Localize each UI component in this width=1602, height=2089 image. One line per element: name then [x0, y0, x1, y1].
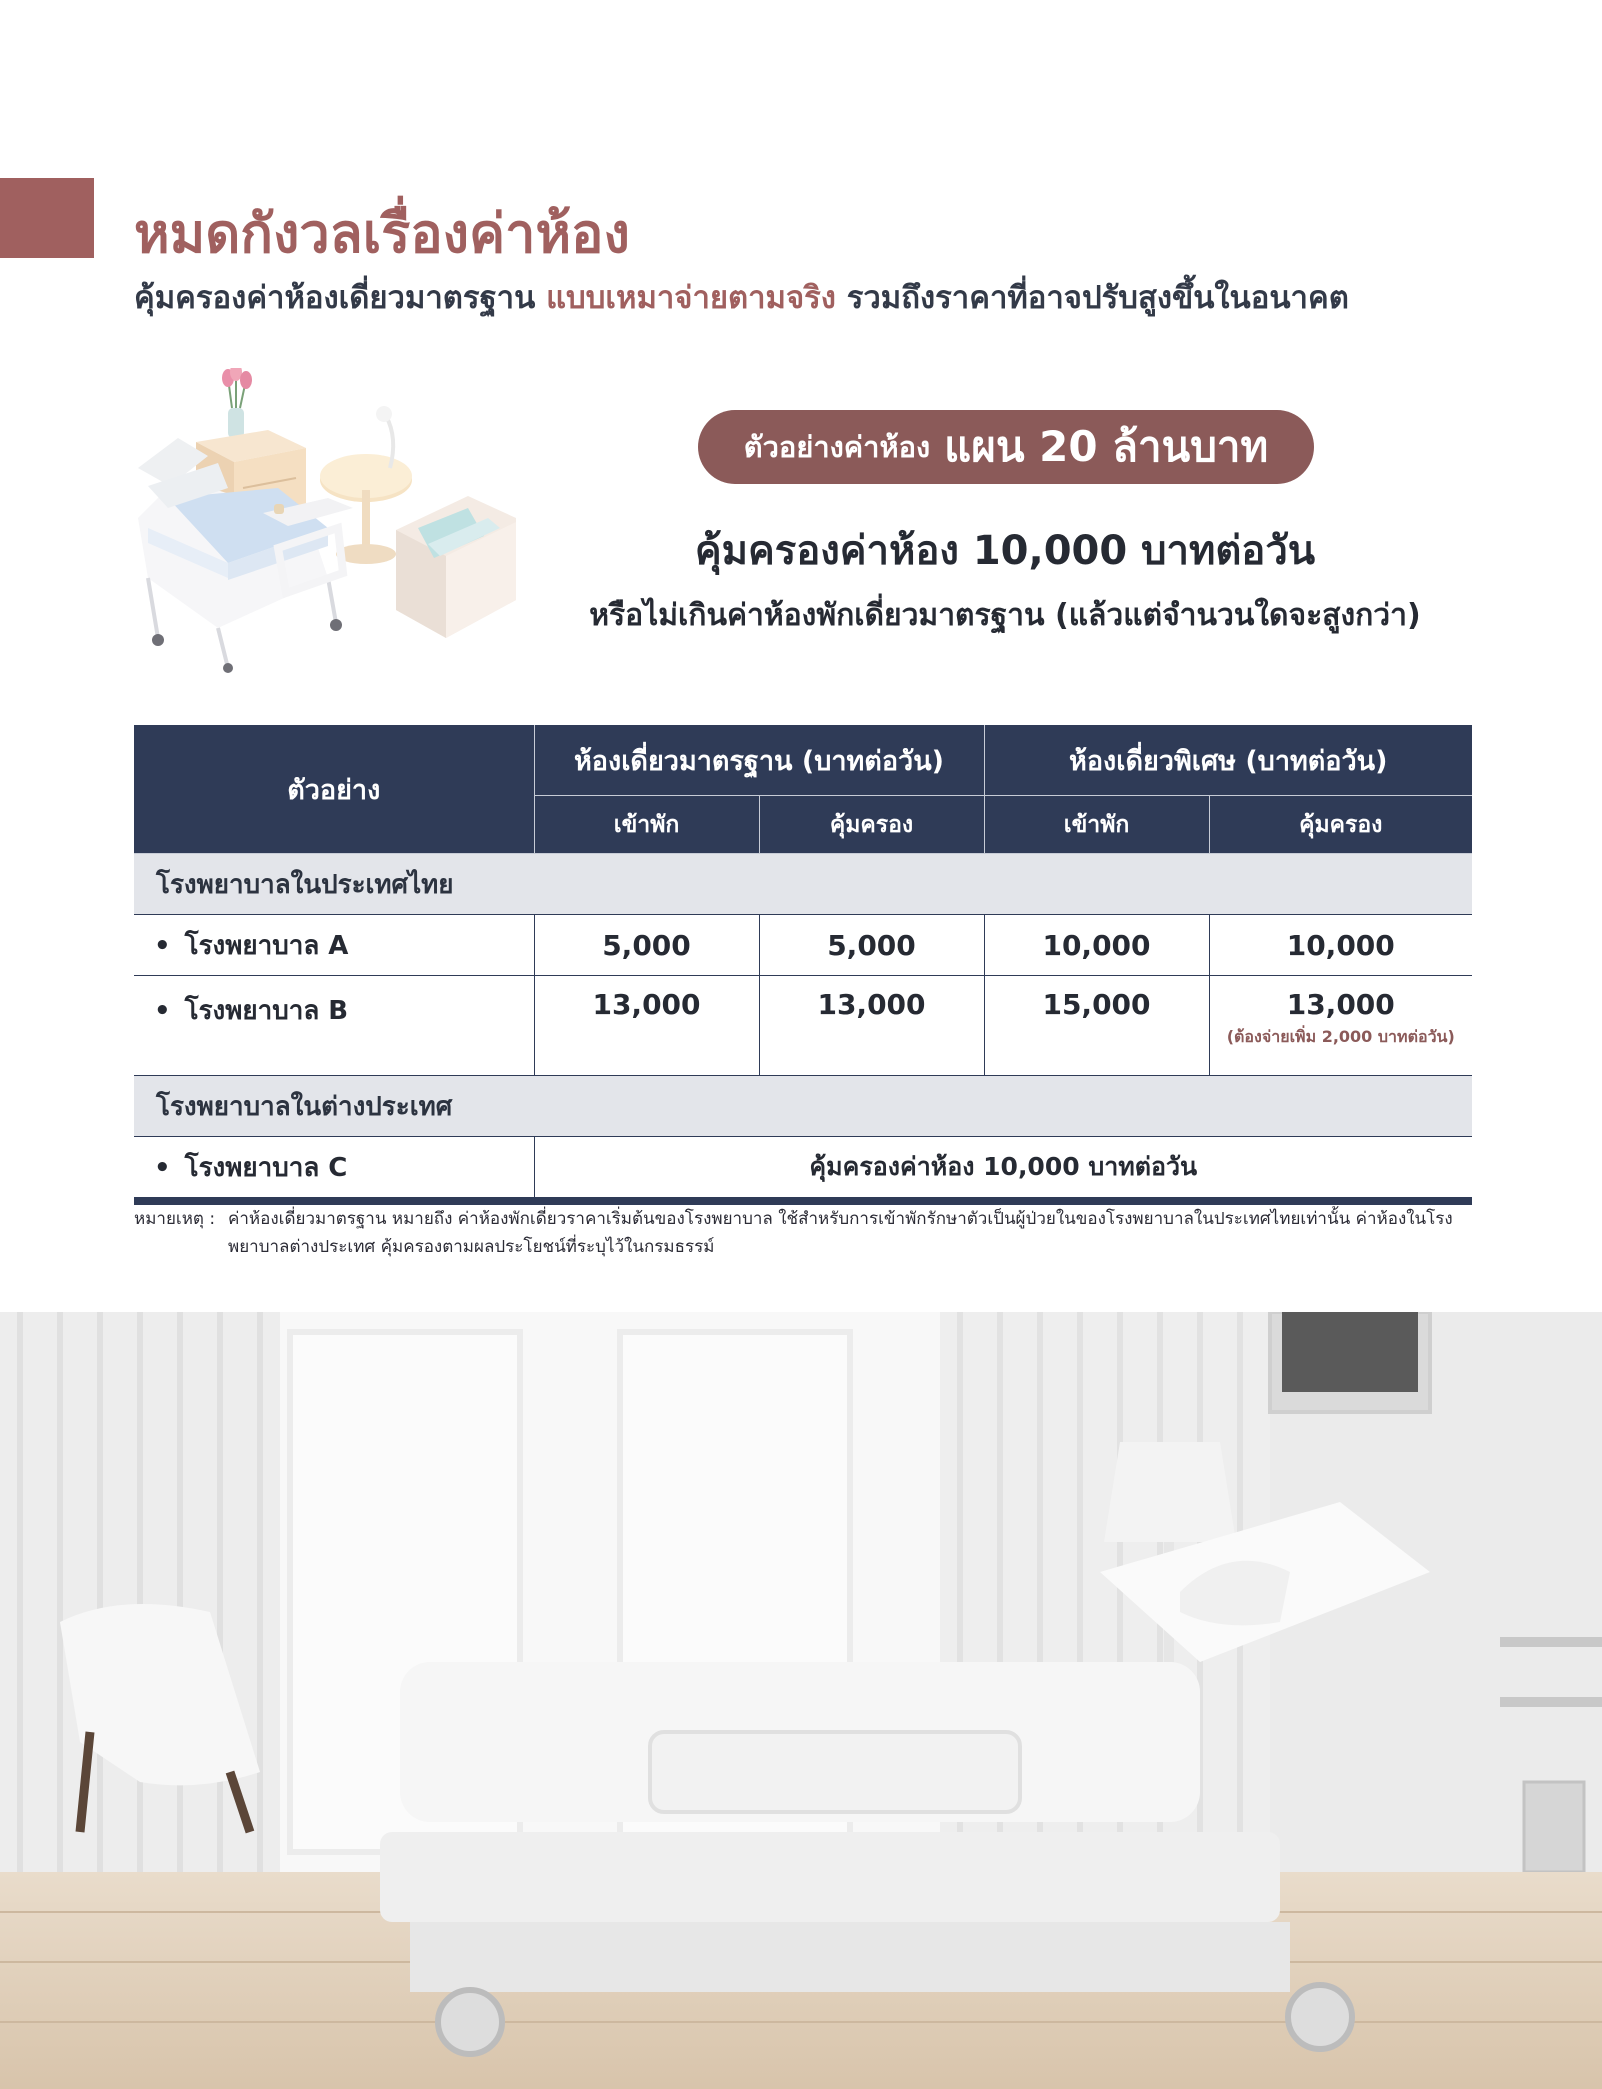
header-standard-room: ห้องเดี่ยวมาตรฐาน (บาทต่อวัน) — [534, 725, 984, 796]
row-name-cell — [134, 915, 534, 976]
table-row-hospital-a — [134, 915, 1472, 976]
group-label-thailand: โรงพยาบาลในประเทศไทย — [134, 854, 1472, 915]
row-name: โรงพยาบาล C — [184, 1152, 348, 1183]
room-furniture-illustration — [128, 368, 528, 673]
plan-label-small: ตัวอย่างค่าห้อง — [743, 430, 931, 464]
row-name: โรงพยาบาล B — [184, 996, 349, 1026]
footnote-label: หมายเหตุ : — [134, 1209, 216, 1229]
table-row-hospital-b — [134, 976, 1472, 1076]
coverage-subline: หรือไม่เกินค่าห้องพักเดี่ยวมาตรฐาน (แล้วแต่จำนวนใดจะสูงกว่า) — [589, 598, 1421, 633]
footnote-text: ค่าห้องเดี่ยวมาตรฐาน หมายถึง ค่าห้องพักเดี่ยวราคาเริ่มต้นของโรงพยาบาล ใช้สำหรับการเข้าพักรักษาตัวเป็นผู้ป่วยในของโรงพยาบาลในประเทศไทยเท่านั้น ค่าห้องในโรงพยาบาลต่างประเทศ คุ้มครองตามผลประโยชน์ที่ระบุไว้ในกรมธรรม์ — [228, 1209, 1453, 1257]
row-name: โรงพยาบาล A — [184, 930, 349, 961]
bullet-icon: • — [154, 930, 171, 961]
title-accent-bar — [0, 178, 94, 258]
extra-payment-note: (ต้องจ่ายเพิ่ม 2,000 บาทต่อวัน) — [1226, 1027, 1455, 1046]
cell-std-cover: 13,000 — [759, 976, 984, 1076]
cell-sp-cover — [1209, 976, 1472, 1076]
footnote — [134, 1205, 1474, 1261]
cell-merged-coverage: คุ้มครองค่าห้อง 10,000 บาทต่อวัน — [534, 1137, 1472, 1202]
table-row-hospital-c — [134, 1137, 1472, 1202]
bullet-icon: • — [154, 996, 171, 1026]
flower-vase-icon — [222, 368, 252, 438]
bullet-icon: • — [154, 1152, 171, 1183]
cell-std-cover: 5,000 — [759, 915, 984, 976]
room-rate-table — [134, 725, 1472, 1205]
cell-sp-stay: 15,000 — [984, 976, 1209, 1076]
header-special-stay: เข้าพัก — [984, 796, 1209, 854]
coverage-headline: คุ้มครองค่าห้อง 10,000 บาทต่อวัน — [694, 528, 1316, 574]
header-standard-cover: คุ้มครอง — [759, 796, 984, 854]
page-title: หมดกังวลเรื่องค่าห้อง — [134, 202, 630, 265]
page-subtitle — [134, 272, 1349, 322]
cell-sp-cover: 10,000 — [1209, 915, 1472, 976]
cell-sp-cover-value: 13,000 — [1286, 988, 1395, 1021]
armchair-icon — [396, 496, 516, 638]
group-label-foreign: โรงพยาบาลในต่างประเทศ — [134, 1076, 1472, 1137]
row-name-cell — [134, 1137, 534, 1202]
subtitle-highlight: แบบเหมาจ่ายตามจริง — [546, 280, 836, 316]
hospital-room-photo — [0, 1312, 1602, 2089]
plan-label-big: แผน 20 ล้านบาท — [944, 422, 1269, 471]
row-name-cell — [134, 976, 534, 1076]
group-row-thailand — [134, 854, 1472, 915]
subtitle-part2: รวมถึงราคาที่อาจปรับสูงขึ้นในอนาคต — [846, 280, 1349, 316]
header-standard-stay: เข้าพัก — [534, 796, 759, 854]
cell-std-stay: 5,000 — [534, 915, 759, 976]
cell-sp-stay: 10,000 — [984, 915, 1209, 976]
header-special-room: ห้องเดี่ยวพิเศษ (บาทต่อวัน) — [984, 725, 1472, 796]
plan-badge — [698, 410, 1314, 484]
subtitle-part1: คุ้มครองค่าห้องเดี่ยวมาตรฐาน — [134, 280, 536, 316]
header-example: ตัวอย่าง — [134, 725, 534, 854]
cell-std-stay: 13,000 — [534, 976, 759, 1076]
group-row-foreign — [134, 1076, 1472, 1137]
header-special-cover: คุ้มครอง — [1209, 796, 1472, 854]
